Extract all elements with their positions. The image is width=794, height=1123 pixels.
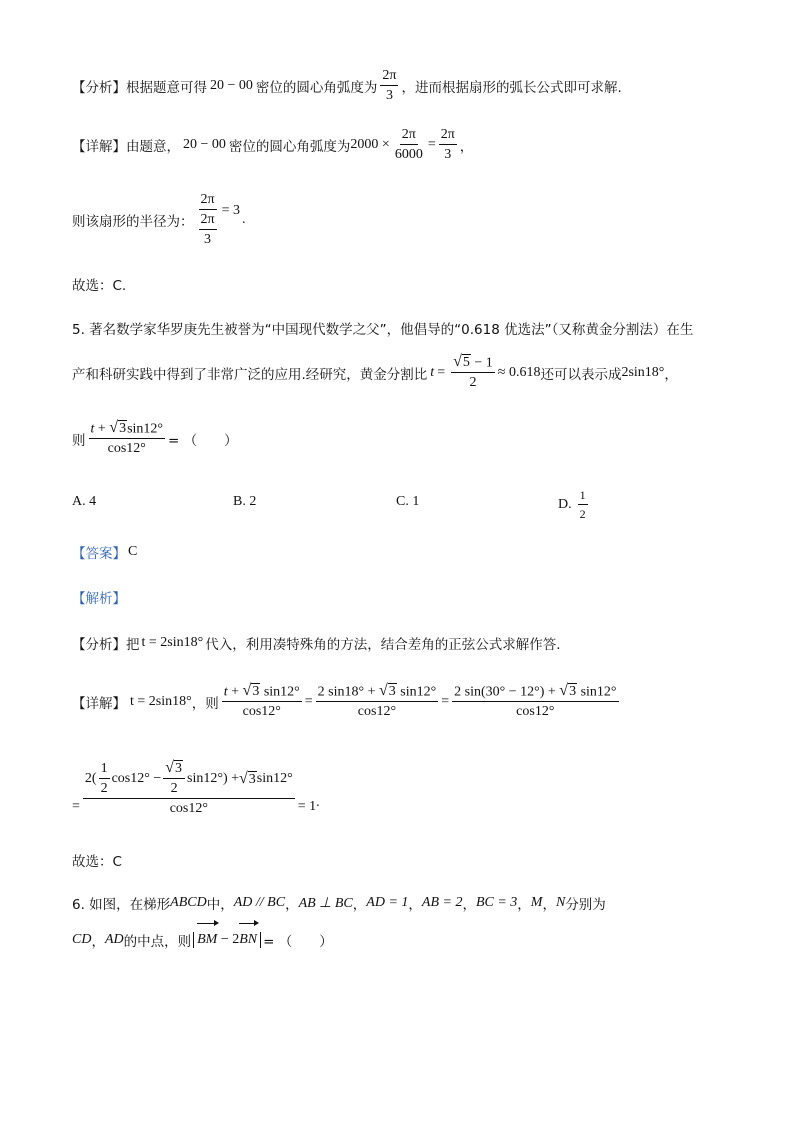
answer-value: C: [128, 544, 138, 559]
option-a: A. 4: [72, 494, 97, 509]
vector-bn: BN: [239, 932, 257, 948]
detail-line-1: 【详解】 由题意， 20 − 00 密位的圆心角弧度为 2000 × $\frac{2\pi}{6000}$ = $\frac{2\pi}{3}$ ，: [72, 127, 474, 162]
q5-line-2: 产和科研实践中得到了非常广泛的应用.经研究，黄金分割比 t = √ 5 − 1 2 ≈ 0.618 还可以表示成 2sin18° ，: [72, 353, 678, 391]
vector-arrow-icon: [197, 923, 217, 930]
q6-line-2: CD ， AD 的中点，则 BM − 2 BN = （ ）: [72, 930, 333, 950]
vector-magnitude: BM − 2 BN: [193, 932, 261, 948]
answer-line: [72, 542, 137, 562]
answer-tag: 【答案】: [72, 546, 126, 562]
fraction: $\frac{1}{2}$: [100, 760, 108, 796]
q6-line-1: 6. 如图，在梯形 ABCD 中， AD // BC ， AB ⊥ BC ， AD = 1 ， AB = 2 ， BC = 3 ， M ， N 分别为: [72, 895, 606, 913]
sqrt: √ 3: [559, 682, 577, 700]
analysis-line-2: 【分析】 把 t = 2sin18° 代入，利用凑特殊角的方法，结合差角的正弦公式求解作答.: [72, 635, 561, 653]
choice-line: 故选：C.: [72, 278, 127, 294]
detail-tag: 【详解】: [72, 139, 126, 155]
fraction: $\frac{1}{2}$: [579, 488, 586, 521]
detail-tag: 【详解】: [72, 695, 126, 712]
fraction: t + √ 3 sin12° cos12°: [223, 682, 300, 720]
fraction: $\frac{2\pi}{3}$: [440, 127, 455, 162]
big-fraction: 2( $\frac{1}{2}$ cos12° − √ 3 2 sin12°) + √ 3 sin12° cos12°: [84, 759, 293, 817]
analysis-line-1: 【分析】 根据题意可得 20 − 00 密位的圆心角弧度为 $\frac{2\pi}{3}$ ，进而根据扇形的弧长公式即可求解.: [72, 68, 622, 103]
fraction: 2 sin18° + √ 3 sin12° cos12°: [317, 682, 437, 720]
option-b: B. 2: [233, 494, 257, 509]
detail-line-2: 【详解】 t = 2sin18° ，则 t + √ 3 sin12° cos12° = 2 sin18° + √ 3 sin12° cos12° = 2 sin(30° − 12°) + √ 3 sin12° cos12°: [72, 682, 617, 720]
fraction: √ 3 2: [163, 760, 185, 797]
choice-line-2: 故选：C: [72, 854, 122, 870]
analysis-tag: 【分析】: [72, 80, 126, 96]
option-d: D. $\frac{1}{2}$: [558, 488, 586, 521]
jiexi-tag: 【解析】: [72, 591, 126, 607]
option-c: C. 1: [396, 494, 420, 509]
vector-arrow-icon: [239, 923, 257, 930]
sqrt: √ 3: [379, 682, 396, 700]
fraction: $\frac{2\pi}{6000}$: [394, 127, 423, 162]
sqrt: √ 3: [165, 759, 183, 777]
vector-bm: BM: [197, 932, 217, 948]
analysis-tag: 【分析】: [72, 637, 126, 653]
fraction: 2 sin(30° − 12°) + √ 3 sin12° cos12°: [454, 682, 617, 720]
radius-line: 则该扇形的半径为： $\frac{2\pi}{\frac{2\pi}{3}}$ = 3 .: [72, 192, 246, 247]
sqrt: √ 5: [453, 353, 470, 371]
golden-ratio-fraction: √ 5 − 1 2: [453, 353, 493, 391]
detail-line-3: = 2( $\frac{1}{2}$ cos12° − √ 3 2 sin12°) + √ 3 sin12° cos12° = 1 .: [72, 759, 320, 817]
sqrt: √ 3: [239, 769, 256, 787]
q5-line-1: 5. 著名数学家华罗庚先生被誉为“中国现代数学之父”，他倡导的“0.618 优选法”（又称黄金分割法）在生: [72, 322, 694, 338]
q5-options: [72, 488, 722, 521]
jiexi-line: [72, 587, 126, 607]
q5-line-3: 则 t + √ 3 sin12° cos12° = （ ）: [72, 419, 238, 457]
inner-fraction: $\frac{2\pi}{3}$: [200, 212, 215, 247]
fraction: $\frac{2\pi}{3}$: [382, 68, 397, 103]
question-fraction: t + √ 3 sin12° cos12°: [90, 419, 164, 457]
sqrt: √ 3: [242, 682, 260, 700]
sqrt: √ 3: [109, 419, 127, 437]
compound-fraction: $\frac{2\pi}{\frac{2\pi}{3}}$: [200, 192, 215, 247]
